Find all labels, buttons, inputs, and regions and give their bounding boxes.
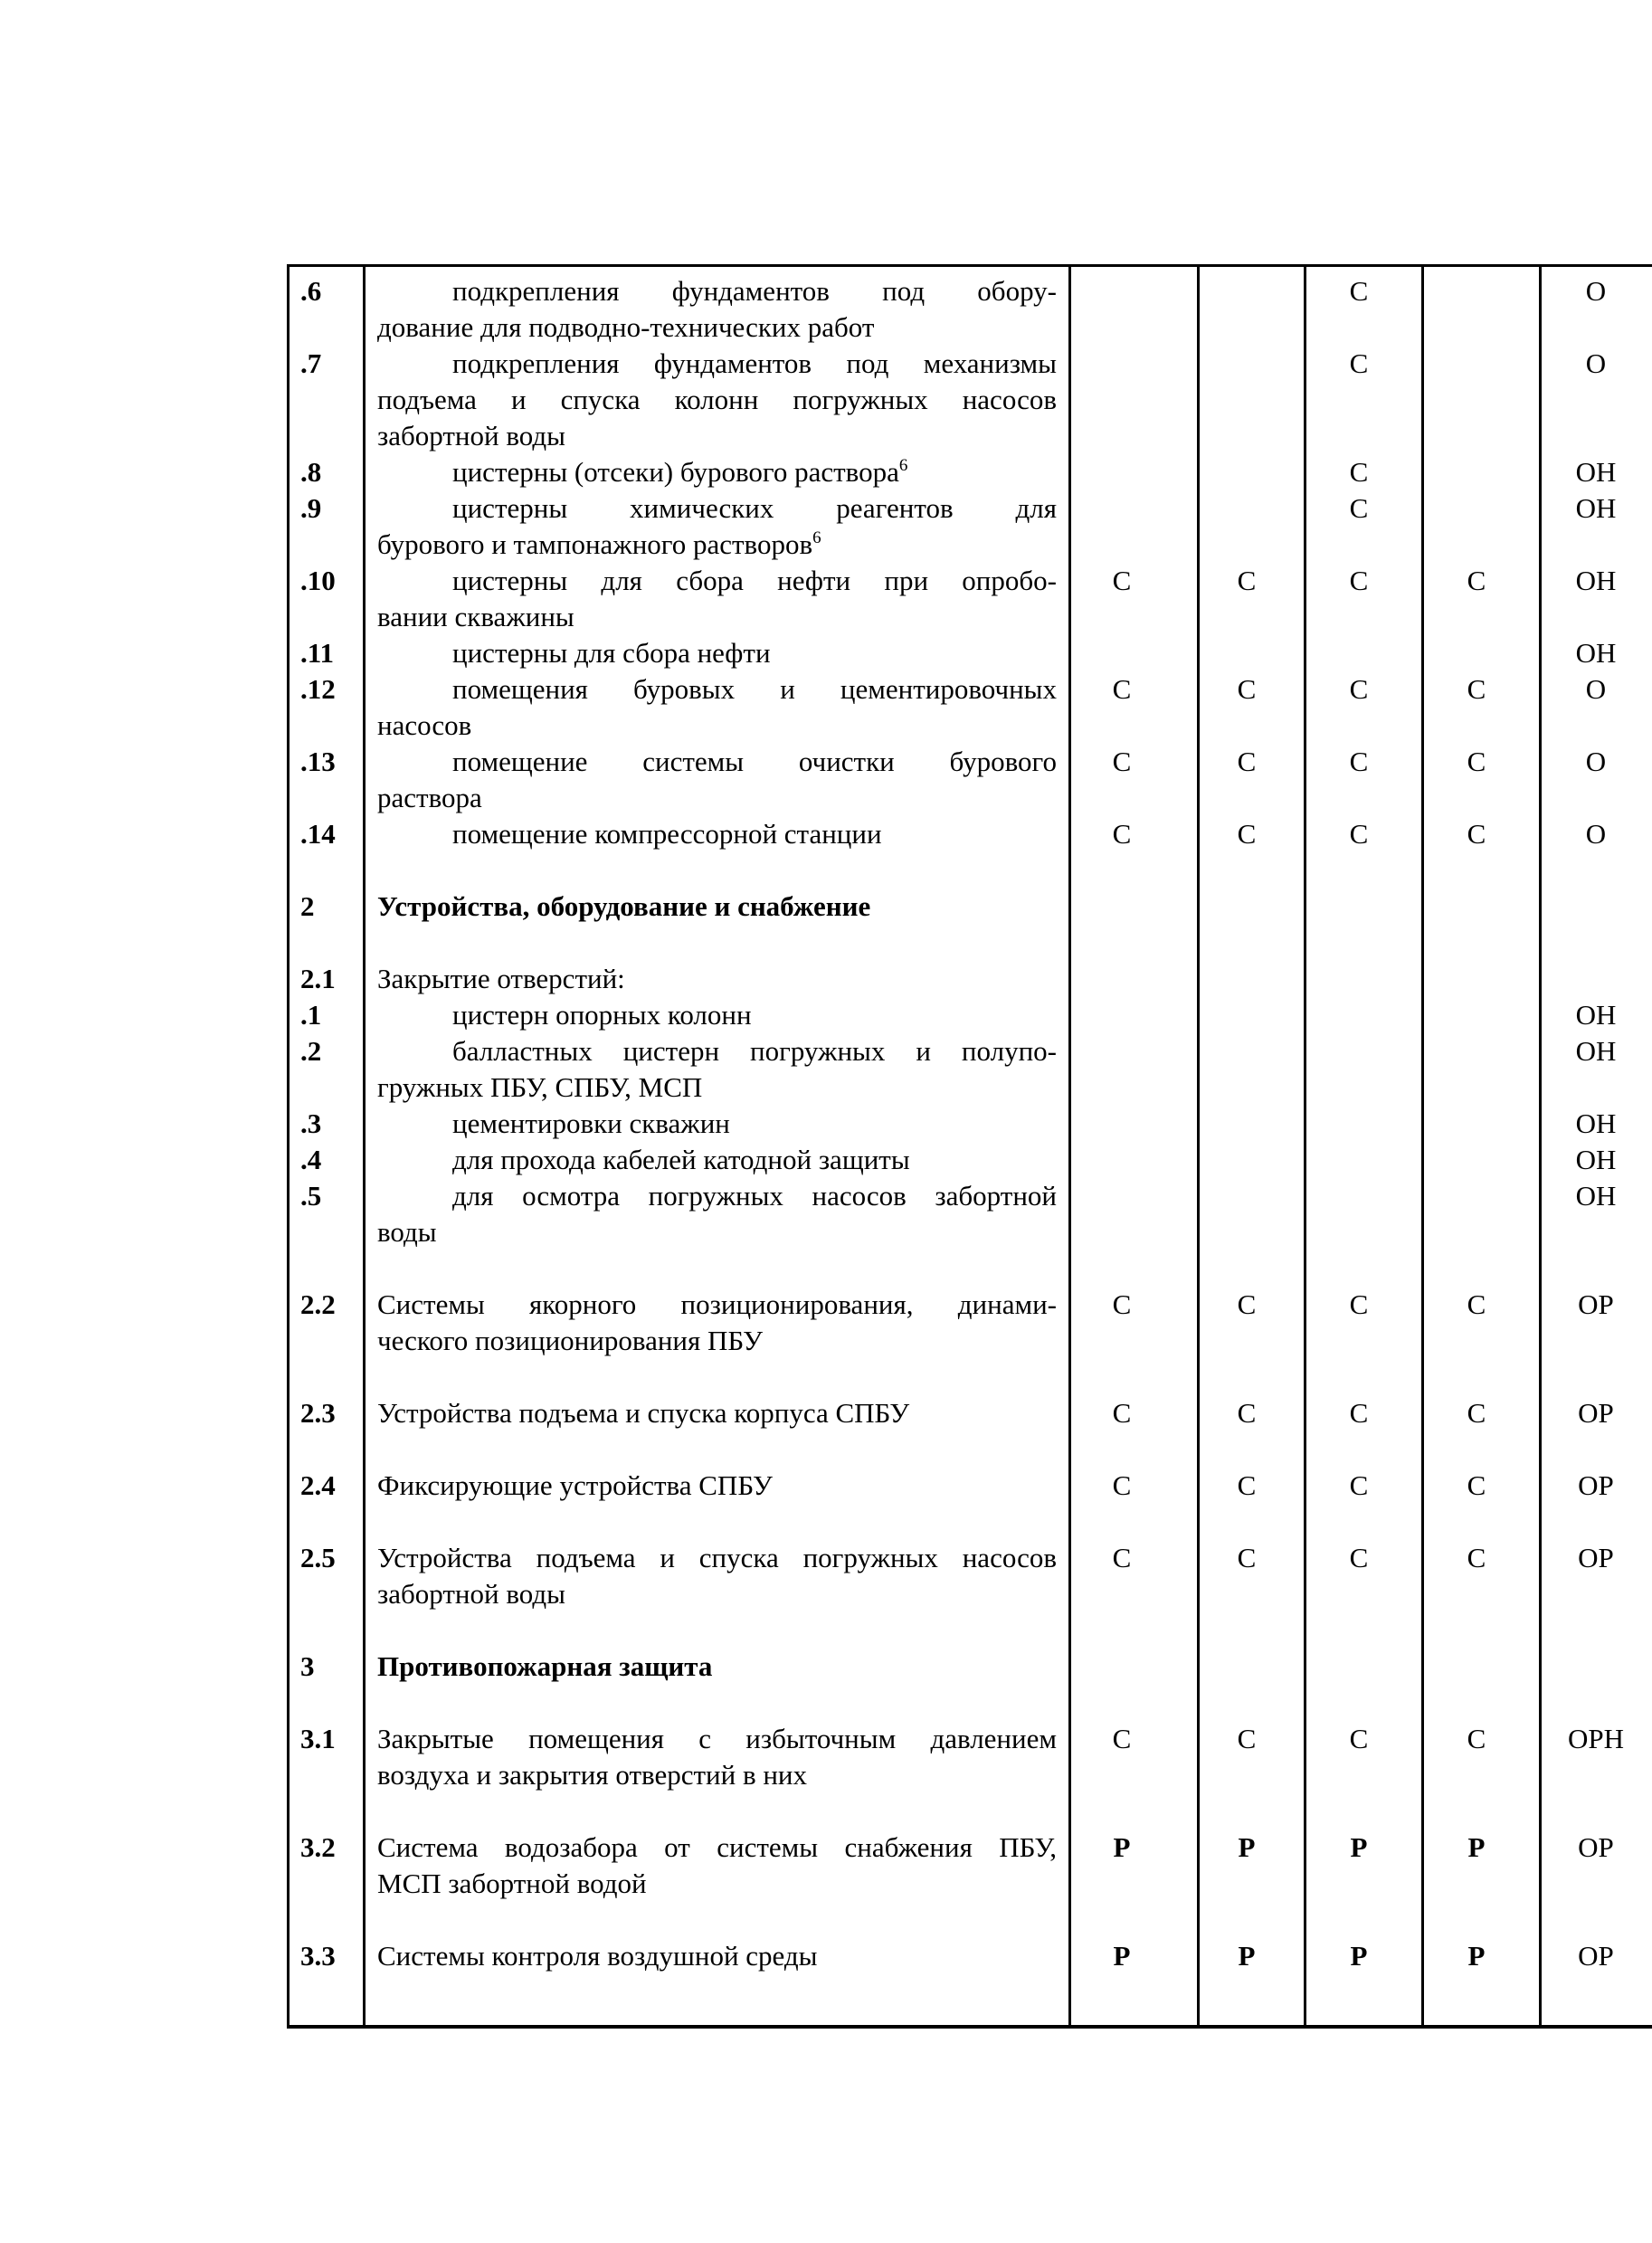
cell-value: С <box>1112 1288 1132 1320</box>
row-description: Устройства подъема и спуска корпуса СПБУ <box>377 1397 910 1429</box>
cell-value: С <box>1112 1723 1132 1754</box>
row-number: .5 <box>300 1180 322 1212</box>
section-title: Противопожарная защита <box>377 1650 713 1682</box>
cell-value: С <box>1467 746 1486 777</box>
row-description: для прохода кабелей катодной защиты <box>452 1144 910 1175</box>
row-number: 3.2 <box>300 1831 336 1863</box>
cell-value: С <box>1467 1542 1486 1573</box>
cell-value: С <box>1237 818 1257 850</box>
cell-value: С <box>1467 1288 1486 1320</box>
row-description: Системы контроля воздушной среды <box>377 1940 818 1972</box>
row-description: Фиксирующие устройства СПБУ <box>377 1469 773 1501</box>
cell-value: О <box>1585 818 1607 850</box>
cell-value: С <box>1349 818 1369 850</box>
row-number: .9 <box>300 492 322 524</box>
cell-value: ОР <box>1578 1288 1614 1320</box>
cell-value: ОР <box>1578 1542 1614 1573</box>
row-number: .6 <box>300 275 322 307</box>
cell-value: Р <box>1350 1831 1368 1863</box>
row-description: цистерн опорных колонн <box>452 999 752 1031</box>
row-number: .2 <box>300 1035 322 1067</box>
row-description: Закрытые помещения с избыточным давлением воздуха и закрытия отверстий в них <box>377 1723 1057 1791</box>
row-description: помещение системы очистки бурового раствора <box>377 746 1057 813</box>
row-number: 2.3 <box>300 1397 336 1429</box>
cell-value: С <box>1467 565 1486 596</box>
cell-value: ОН <box>1575 1180 1617 1212</box>
cell-value: ОН <box>1575 1107 1617 1139</box>
table-top-border <box>287 264 1652 267</box>
cell-value: С <box>1112 1397 1132 1429</box>
cell-value: ОН <box>1575 492 1617 524</box>
footnote-marker: 6 <box>812 528 821 547</box>
row-number: 3.3 <box>300 1940 336 1972</box>
cell-value: С <box>1237 1288 1257 1320</box>
row-number: .8 <box>300 456 322 488</box>
cell-value: С <box>1349 565 1369 596</box>
row-number: .7 <box>300 347 322 379</box>
row-description: Устройства подъема и спуска погружных насосов забортной воды <box>377 1542 1057 1610</box>
row-number: .14 <box>300 818 336 850</box>
row-number: 2.5 <box>300 1542 336 1573</box>
cell-value: С <box>1112 1469 1132 1501</box>
table-left-border <box>287 264 290 2029</box>
cell-value: С <box>1112 1542 1132 1573</box>
cell-value: С <box>1349 456 1369 488</box>
cell-value: ОР <box>1578 1940 1614 1972</box>
row-number: .10 <box>300 565 336 596</box>
row-description: помещение компрессорной станции <box>452 818 882 850</box>
row-number: .4 <box>300 1144 322 1175</box>
cell-value: О <box>1585 673 1607 705</box>
cell-value: Р <box>1467 1940 1486 1972</box>
cell-value: С <box>1467 1469 1486 1501</box>
row-number: .11 <box>300 637 335 669</box>
cell-value: ОН <box>1575 637 1617 669</box>
row-number: 3.1 <box>300 1723 336 1754</box>
cell-value: О <box>1585 275 1607 307</box>
row-number: .13 <box>300 746 336 777</box>
cell-value: С <box>1349 1469 1369 1501</box>
cell-value: С <box>1112 818 1132 850</box>
table-bottom-border <box>287 2025 1652 2029</box>
row-description: Система водозабора от системы снабжения ПБУ, МСП забортной водой <box>377 1831 1057 1899</box>
cell-value: С <box>1467 1723 1486 1754</box>
row-number: .12 <box>300 673 336 705</box>
cell-value: С <box>1237 1397 1257 1429</box>
cell-value: С <box>1349 1542 1369 1573</box>
cell-value: С <box>1237 673 1257 705</box>
cell-value: О <box>1585 347 1607 379</box>
column-divider <box>1304 264 1306 2029</box>
cell-value: С <box>1349 492 1369 524</box>
cell-value: ОРН <box>1567 1723 1624 1754</box>
row-description: цистерны для сбора нефти <box>452 637 771 669</box>
cell-value: Р <box>1350 1940 1368 1972</box>
cell-value: С <box>1237 746 1257 777</box>
row-description: помещения буровых и цементировочных насосов <box>377 673 1057 741</box>
cell-value: С <box>1237 1723 1257 1754</box>
row-number: 2.1 <box>300 963 336 994</box>
row-description: цементировки скважин <box>452 1107 730 1139</box>
cell-value: С <box>1467 818 1486 850</box>
cell-value: ОР <box>1578 1469 1614 1501</box>
cell-value: С <box>1112 565 1132 596</box>
row-number: .3 <box>300 1107 322 1139</box>
cell-value: ОН <box>1575 999 1617 1031</box>
row-description: для осмотра погружных насосов забортной воды <box>377 1180 1057 1248</box>
cell-value: Р <box>1113 1831 1131 1863</box>
cell-value: С <box>1237 1542 1257 1573</box>
cell-value: С <box>1349 1397 1369 1429</box>
footnote-marker: 6 <box>898 456 908 475</box>
cell-value: С <box>1349 275 1369 307</box>
row-description: подкрепления фундаментов под обору- дование для подводно-технических работ <box>377 275 1057 343</box>
cell-value: С <box>1349 746 1369 777</box>
column-divider <box>1068 264 1071 2029</box>
cell-value: ОН <box>1575 1035 1617 1067</box>
section-title: Устройства, оборудование и снабжение <box>377 890 871 922</box>
cell-value: С <box>1467 1397 1486 1429</box>
cell-value: Р <box>1238 1940 1256 1972</box>
cell-value: С <box>1349 347 1369 379</box>
cell-value: С <box>1467 673 1486 705</box>
cell-value: ОР <box>1578 1831 1614 1863</box>
cell-value: С <box>1349 1723 1369 1754</box>
cell-value: С <box>1112 746 1132 777</box>
section-number: 3 <box>300 1650 315 1682</box>
row-description: подкрепления фундаментов под механизмы подъема и спуска колонн погружных насосов забортной воды <box>377 347 1057 451</box>
row-number: .1 <box>300 999 322 1031</box>
row-description: цистерны химических реагентов для бурового и тампонажного растворов$^6$ <box>377 492 1057 560</box>
cell-value: Р <box>1238 1831 1256 1863</box>
cell-value: С <box>1349 1288 1369 1320</box>
cell-value: ОН <box>1575 1144 1617 1175</box>
row-number: 2.2 <box>300 1288 336 1320</box>
cell-value: Р <box>1113 1940 1131 1972</box>
row-description: Закрытие отверстий: <box>377 963 625 994</box>
cell-value: С <box>1349 673 1369 705</box>
cell-value: С <box>1237 565 1257 596</box>
column-divider <box>1421 264 1424 2029</box>
row-description: балластных цистерн погружных и полупо- гружных ПБУ, СПБУ, МСП <box>377 1035 1057 1103</box>
cell-value: С <box>1237 1469 1257 1501</box>
row-number: 2.4 <box>300 1469 336 1501</box>
column-divider <box>1197 264 1200 2029</box>
cell-value: ОН <box>1575 565 1617 596</box>
cell-value: С <box>1112 673 1132 705</box>
requirements-table <box>287 264 1652 2029</box>
row-description: цистерны для сбора нефти при опробо- вании скважины <box>377 565 1057 632</box>
cell-value: ОН <box>1575 456 1617 488</box>
cell-value: ОР <box>1578 1397 1614 1429</box>
cell-value: Р <box>1467 1831 1486 1863</box>
row-description: Системы якорного позиционирования, динами- ческого позиционирования ПБУ <box>377 1288 1057 1356</box>
cell-value: О <box>1585 746 1607 777</box>
section-number: 2 <box>300 890 315 922</box>
row-description: цистерны (отсеки) бурового раствора$^6$ <box>452 456 908 488</box>
